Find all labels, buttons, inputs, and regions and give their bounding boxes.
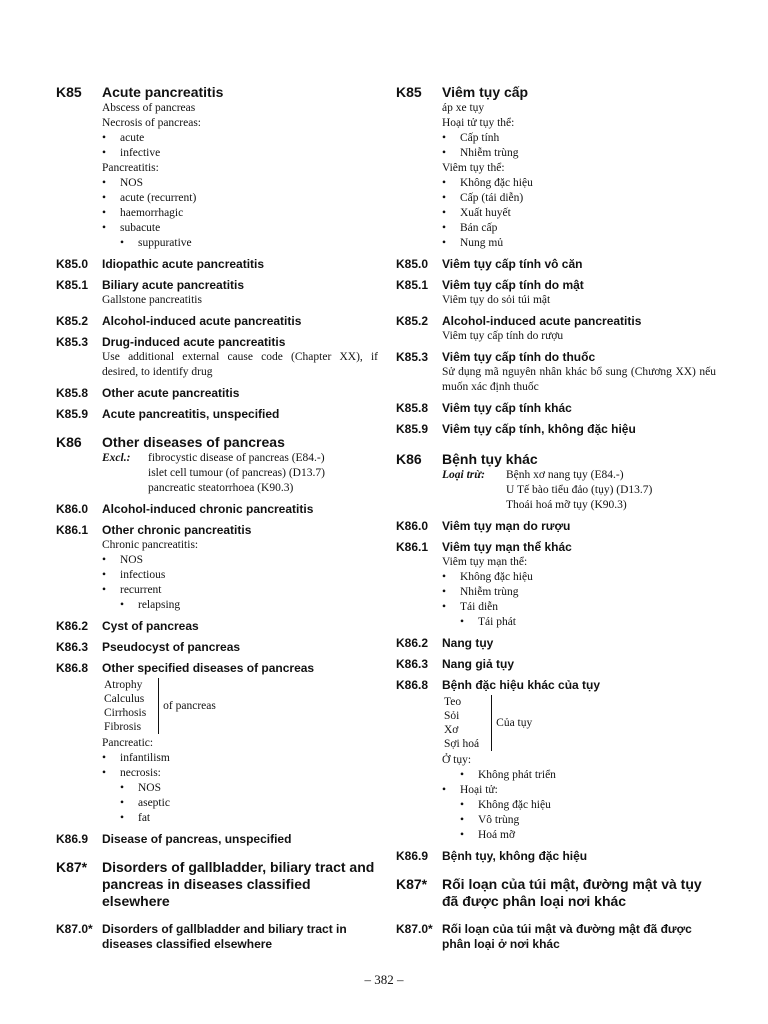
entry-body [102, 678, 378, 826]
entry-title: Acute pancreatitis [102, 84, 224, 100]
entry-k86-9 [56, 832, 378, 847]
entry-body [442, 468, 716, 513]
inclusion-line: Abscess of pancreas [102, 102, 196, 114]
list-item: • aseptic [102, 796, 378, 811]
exclusion-item: fibrocystic disease of pancreas (E84.-) [148, 452, 325, 464]
brace-term: Teo [444, 696, 462, 708]
inclusion-line: áp xe tụy [442, 102, 485, 114]
entry-code: K85.2 [56, 314, 89, 328]
entry-k86-2 [56, 619, 378, 634]
list-item: • infective [102, 146, 378, 161]
exclusion-item: pancreatic steatorrhoea (K90.3) [148, 482, 294, 494]
english-column [56, 84, 378, 952]
inclusion-line: Ở tụy: [442, 754, 472, 766]
entry-k85-1 [56, 278, 378, 308]
entry-code: K86.3 [56, 640, 89, 654]
list-item: • infectious [102, 568, 378, 583]
entry-note: Viêm tụy do sỏi túi mật [442, 294, 551, 306]
entry-k85-0 [56, 257, 378, 272]
inclusion-line: Pancreatitis: [102, 162, 159, 174]
list-item: • Hoại tử: [442, 783, 716, 798]
brace-term: Xơ [444, 724, 459, 736]
entry-body [442, 329, 716, 344]
brace-term: Sỏi [444, 710, 460, 722]
entry-body [102, 350, 378, 380]
exclusion-item: Thoái hoá mỡ tụy (K90.3) [506, 499, 627, 511]
entry-note: Gallstone pancreatitis [102, 294, 202, 306]
exclusion-item: U Tế bào tiểu đảo (tụy) (D13.7) [506, 484, 653, 496]
entry-k85-8 [396, 401, 716, 416]
entry-k86-2 [396, 636, 716, 651]
entry-title: Alcohol-induced acute pancreatitis [442, 314, 642, 328]
list-item: • acute [102, 131, 378, 146]
entry-code: K85.9 [56, 407, 89, 421]
exclusion-block [442, 468, 716, 513]
entry-title: Bệnh tụy, không đặc hiệu [442, 849, 588, 863]
entry-title: Idiopathic acute pancreatitis [102, 257, 265, 271]
entry-code: K86.9 [396, 849, 429, 863]
entry-code: K85.8 [396, 401, 429, 415]
list-item: • necrosis: [102, 766, 378, 781]
list-item: • Bán cấp [442, 221, 716, 236]
entry-title: Other diseases of pancreas [102, 434, 285, 450]
entry-k86 [396, 451, 716, 513]
entry-code: K85.3 [56, 335, 89, 349]
entry-k87-0 [56, 922, 378, 952]
entry-k85 [396, 84, 716, 251]
entry-title: Other chronic pancreatitis [102, 523, 252, 537]
list-item: • Nhiễm trùng [442, 585, 716, 600]
inclusion-line: Pancreatic: [102, 737, 154, 749]
exclusion-item: Bệnh xơ nang tụy (E84.-) [506, 469, 624, 481]
list-item: • suppurative [102, 236, 378, 251]
entry-code: K87* [56, 859, 88, 875]
entry-note: Use additional external cause code (Chapter XX), if desired, to identify drug [102, 351, 378, 378]
list-item: • Nhiễm trùng [442, 146, 716, 161]
list-item: • Cấp (tái diễn) [442, 191, 716, 206]
list-item: • NOS [102, 176, 378, 191]
list-item: • Cấp tính [442, 131, 716, 146]
entry-k86-9 [396, 849, 716, 864]
entry-title: Pseudocyst of pancreas [102, 640, 241, 654]
list-item: • Không đặc hiệu [442, 176, 716, 191]
list-item: • Vô trùng [442, 813, 716, 828]
list-item: • NOS [102, 553, 378, 568]
list-item: • Xuất huyết [442, 206, 716, 221]
entry-title: Bệnh đặc hiệu khác của tụy [442, 678, 601, 692]
inclusion-line: Viêm tụy thể: [442, 162, 505, 174]
entry-k86 [56, 434, 378, 496]
entry-code: K86.8 [396, 678, 429, 692]
entry-k85-2 [56, 314, 378, 329]
entry-title: Nang giả tụy [442, 657, 515, 671]
inclusion-line: Hoại tử tụy thể: [442, 117, 515, 129]
entry-code: K86.8 [56, 661, 89, 675]
entry-k85 [56, 84, 378, 251]
brace-suffix: of pancreas [163, 699, 216, 712]
inclusion-line: Necrosis of pancreas: [102, 117, 201, 129]
list-item: • Không phát triển [442, 768, 716, 783]
brace-group [104, 678, 378, 734]
list-item: • recurrent [102, 583, 378, 598]
entry-title: Other specified diseases of pancreas [102, 661, 315, 675]
list-item: • acute (recurrent) [102, 191, 378, 206]
brace-term: Sợi hoá [444, 738, 480, 750]
entry-body [102, 451, 378, 496]
entry-body [442, 695, 716, 843]
list-item: • Không đặc hiệu [442, 798, 716, 813]
entry-title: Biliary acute pancreatitis [102, 278, 245, 292]
bullet-list [102, 553, 378, 613]
entry-title: Drug-induced acute pancreatitis [102, 335, 286, 349]
entry-code: K85.1 [396, 278, 429, 292]
entry-code: K86.3 [396, 657, 429, 671]
entry-title: Viêm tụy cấp tính do mật [442, 278, 584, 292]
entry-body [442, 365, 716, 395]
entry-title: Cyst of pancreas [102, 619, 199, 633]
inclusion-line: Viêm tụy mạn thể: [442, 556, 528, 568]
list-item: • haemorrhagic [102, 206, 378, 221]
entry-k85-0 [396, 257, 716, 272]
list-item: • NOS [102, 781, 378, 796]
entry-code: K85 [396, 84, 422, 100]
list-item: • Tái phát [442, 615, 716, 630]
entry-code: K85.9 [396, 422, 429, 436]
entry-code: K86.2 [56, 619, 89, 633]
entry-code: K85.1 [56, 278, 89, 292]
entry-title: Viêm tụy cấp [442, 84, 529, 100]
entry-k86-8 [396, 678, 716, 843]
list-item: • Tái diễn [442, 600, 716, 615]
brace-group [444, 695, 716, 751]
entry-code: K87* [396, 876, 428, 892]
entry-k85-8 [56, 386, 378, 401]
entry-title: Nang tụy [442, 636, 494, 650]
entry-k86-1 [56, 523, 378, 613]
entry-code: K86.0 [56, 502, 89, 516]
bullet-list [102, 751, 378, 826]
entry-title: Bệnh tụy khác [442, 451, 538, 467]
list-item: • Nung mủ [442, 236, 716, 251]
entry-code: K85 [56, 84, 82, 100]
exclusion-item: islet cell tumour (of pancreas) (D13.7) [148, 467, 325, 479]
entry-code: K87.0* [56, 922, 93, 936]
entry-title: Alcohol-induced acute pancreatitis [102, 314, 302, 328]
entry-code: K85.3 [396, 350, 429, 364]
entry-body [102, 293, 378, 308]
brace-term: Fibrosis [104, 721, 142, 733]
entry-title: Disorders of gallbladder and biliary tract in diseases classified elsewhere [102, 922, 347, 951]
entry-title: Alcohol-induced chronic pancreatitis [102, 502, 314, 516]
entry-code: K86.1 [396, 540, 429, 554]
entry-code: K86 [56, 434, 82, 450]
vietnamese-column [396, 84, 716, 952]
entry-body [442, 293, 716, 308]
list-item: • subacute [102, 221, 378, 236]
entry-code: K86.9 [56, 832, 89, 846]
bullet-list [442, 131, 716, 161]
exclusion-label: Loại trừ: [442, 469, 485, 481]
entry-title: Acute pancreatitis, unspecified [102, 407, 280, 421]
entry-title: Rối loạn của túi mật, đường mật và tụy đã được phân loại nơi khác [442, 876, 702, 909]
entry-body [102, 538, 378, 613]
entry-k87 [56, 859, 378, 910]
entry-title: Viêm tụy cấp tính, không đặc hiệu [442, 422, 636, 436]
list-item: • fat [102, 811, 378, 826]
entry-k86-0 [56, 502, 378, 517]
entry-title: Disorders of gallbladder, biliary tract and pancreas in diseases classified elsewhere [102, 859, 375, 909]
bullet-list [442, 176, 716, 251]
entry-k85-1 [396, 278, 716, 308]
entry-code: K86.1 [56, 523, 89, 537]
entry-k86-0 [396, 519, 716, 534]
bullet-list [442, 768, 716, 843]
entry-code: K85.0 [396, 257, 429, 271]
entry-code: K85.0 [56, 257, 89, 271]
entry-title: Viêm tụy cấp tính vô căn [442, 257, 583, 271]
entry-code: K86 [396, 451, 422, 467]
entry-k86-1 [396, 540, 716, 630]
entry-title: Viêm tụy cấp tính khác [442, 401, 572, 415]
brace-term: Cirrhosis [104, 707, 147, 719]
entry-note: Viêm tụy cấp tính do rượu [442, 330, 564, 342]
inclusion-line: Chronic pancreatitis: [102, 539, 199, 551]
exclusion-block [102, 451, 378, 496]
list-item: • relapsing [102, 598, 378, 613]
entry-code: K85.8 [56, 386, 89, 400]
entry-body [442, 101, 716, 251]
entry-title: Viêm tụy mạn do rượu [442, 519, 571, 533]
entry-body [442, 555, 716, 630]
entry-title: Viêm tụy mạn thể khác [442, 540, 572, 554]
entry-body [102, 101, 378, 251]
list-item: • Không đặc hiệu [442, 570, 716, 585]
brace-term: Atrophy [104, 679, 143, 691]
page-number: – 382 – [364, 972, 404, 987]
bullet-list [102, 131, 378, 161]
bullet-list [442, 570, 716, 630]
brace-term: Calculus [104, 693, 145, 705]
entry-k85-3 [396, 350, 716, 395]
list-item: • Hoá mỡ [442, 828, 716, 843]
entry-note: Sử dụng mã nguyên nhân khác bổ sung (Chương XX) nếu muốn xác định thuốc [442, 366, 716, 393]
bullet-list [102, 176, 378, 251]
entry-k86-3 [396, 657, 716, 672]
entry-code: K86.0 [396, 519, 429, 533]
entry-title: Rối loạn của túi mật và đường mật đã được phân loại ở nơi khác [442, 922, 692, 951]
entry-k86-8 [56, 661, 378, 826]
entry-code: K86.2 [396, 636, 429, 650]
entry-title: Viêm tụy cấp tính do thuốc [442, 350, 596, 364]
entry-title: Disease of pancreas, unspecified [102, 832, 292, 846]
exclusion-label: Excl.: [102, 452, 131, 464]
entry-k85-9 [396, 422, 716, 437]
entry-k87-0 [396, 922, 716, 952]
entry-title: Other acute pancreatitis [102, 386, 240, 400]
brace-suffix: Của tụy [496, 716, 533, 729]
entry-k85-9 [56, 407, 378, 422]
entry-k87 [396, 876, 716, 910]
list-item: • infantilism [102, 751, 378, 766]
entry-k85-3 [56, 335, 378, 380]
entry-k86-3 [56, 640, 378, 655]
entry-code: K87.0* [396, 922, 433, 936]
entry-k85-2 [396, 314, 716, 344]
entry-code: K85.2 [396, 314, 429, 328]
